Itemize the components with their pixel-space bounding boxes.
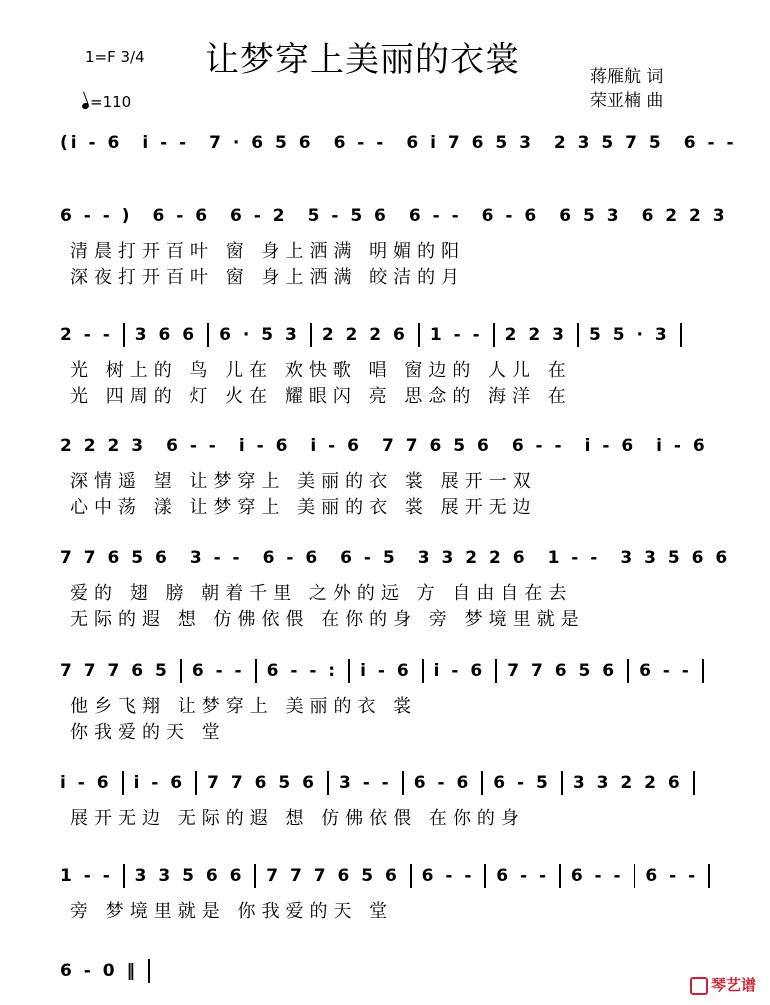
measure: i - 6	[238, 436, 291, 456]
barline	[680, 323, 682, 347]
measure: 7 7 6 5 6	[507, 661, 618, 681]
lyric-verse-2: 深夜打开百叶 窗 身上洒满 皎洁的月	[70, 267, 466, 288]
lyric-verse-2: 光 四周的 灯 火在 耀眼闪 亮 思念的 海洋 在	[70, 386, 572, 407]
measure: 3 6 6	[134, 325, 198, 345]
measure: 6 5 3	[559, 206, 622, 226]
measure: 6 · 5 3	[219, 325, 300, 345]
composer-credit: 荣亚楠 曲	[590, 91, 664, 111]
measure: 6 - -	[421, 866, 475, 886]
measure: 6 - -	[496, 866, 549, 886]
barline	[559, 864, 561, 888]
measure: 6 - 6	[262, 548, 321, 568]
site-logo	[690, 974, 756, 995]
measure: (i - 6	[60, 133, 123, 153]
barline	[577, 323, 579, 347]
measure: 6 - - :	[266, 661, 339, 681]
measure: 7 7 6 5 6	[60, 548, 170, 568]
barline	[123, 864, 125, 888]
measure: 5 - 5 6	[307, 206, 389, 226]
notation-row	[60, 863, 720, 889]
barline	[148, 959, 150, 983]
barline	[702, 659, 704, 683]
barline	[708, 864, 710, 888]
barline	[122, 771, 124, 795]
barline	[693, 771, 695, 795]
barline	[418, 323, 420, 347]
lyric-verse-2: 无际的遐 想 仿佛依偎 在你的身 旁 梦境里就是	[70, 609, 585, 630]
measure: i - 6	[310, 436, 362, 456]
barline	[484, 864, 486, 888]
notation-row	[60, 545, 731, 571]
notation-row	[60, 658, 720, 684]
lyric-verse-1: 清晨打开百叶 窗 身上洒满 明媚的阳	[70, 241, 466, 262]
measure: 5 5 · 3	[589, 325, 670, 345]
barline	[327, 771, 329, 795]
tempo-mark	[82, 93, 131, 111]
barline	[561, 771, 563, 795]
barline	[255, 659, 257, 683]
measure: i - 6	[584, 436, 637, 456]
measure: 2 2 2 3	[60, 436, 147, 456]
notation-row	[60, 130, 737, 156]
barline	[410, 864, 412, 888]
measure: i - 6	[133, 773, 186, 793]
measure: 6 - -	[570, 866, 624, 886]
notation-row	[60, 203, 728, 229]
measure: i - -	[142, 133, 190, 153]
lyric-verse-1: 他乡飞翔 让梦穿上 美丽的衣 裳	[70, 696, 418, 717]
measure: 6 - 5	[493, 773, 551, 793]
barline	[348, 659, 350, 683]
measure: 7 · 6 5 6	[209, 133, 314, 153]
measure: 3 3 5 6 6	[620, 548, 731, 568]
barline	[493, 323, 495, 347]
barline	[481, 771, 483, 795]
measure: 1 - -	[429, 325, 483, 345]
measure: i - 6	[360, 661, 412, 681]
lyric-verse-2: 心中荡 漾 让梦穿上 美丽的衣 裳 展开无边	[70, 497, 537, 518]
measure: 6 - - )	[60, 206, 133, 226]
measure: 7 7 7 6 5	[60, 661, 170, 681]
lyric-verse-1: 展开无边 无际的遐 想 仿佛依偎 在你的身	[70, 808, 525, 829]
lyric-verse-1: 深情遥 望 让梦穿上 美丽的衣 裳 展开一双	[70, 471, 537, 492]
measure: 6 - -	[683, 133, 737, 153]
lyric-verse-1: 旁 梦境里就是 你我爱的天 堂	[70, 901, 394, 922]
barline	[495, 659, 497, 683]
measure: i - 6	[433, 661, 486, 681]
song-title: 让梦穿上美丽的衣裳	[205, 40, 520, 80]
notation-row	[60, 322, 720, 348]
measure: 3 3 5 6 6	[134, 866, 245, 886]
notation-row	[60, 433, 720, 459]
measure: 7 7 6 5 6	[207, 773, 317, 793]
measure: 6 - -	[639, 661, 692, 681]
measure: 3 3 2 2 6	[572, 773, 683, 793]
measure: 6 - 2	[230, 206, 288, 226]
measure: 2 3 5 7 5	[553, 133, 664, 153]
measure: 6 - -	[408, 206, 462, 226]
barline	[402, 771, 404, 795]
measure: 6 - -	[645, 866, 699, 886]
measure: 7 7 6 5 6	[381, 436, 492, 456]
notation-row	[60, 958, 720, 984]
measure: 3 - -	[338, 773, 392, 793]
measure: 6 - 6	[413, 773, 472, 793]
measure: 3 3 2 2 6	[417, 548, 528, 568]
notation-row	[60, 770, 720, 796]
barline	[627, 659, 629, 683]
measure: 6 - 5	[340, 548, 398, 568]
measure: 6 - -	[511, 436, 565, 456]
measure: 2 - -	[60, 325, 113, 345]
measure: i - 6	[60, 773, 112, 793]
measure: 1 - -	[60, 866, 113, 886]
measure: 1 - -	[547, 548, 601, 568]
measure: 6 - 0 ‖	[60, 961, 138, 981]
barline	[634, 864, 636, 888]
barline	[207, 323, 209, 347]
measure: 2 2 3	[504, 325, 567, 345]
logo-text: 琴艺谱	[710, 976, 756, 994]
barline	[310, 323, 312, 347]
quarter-note-icon	[81, 102, 90, 110]
lyric-verse-1: 爱的 翅 膀 朝着千里 之外的远 方 自由自在去	[70, 583, 573, 604]
measure: 6 - -	[333, 133, 387, 153]
measure: 3 - -	[189, 548, 243, 568]
tempo-value: =110	[90, 93, 132, 111]
barline	[195, 771, 197, 795]
logo-icon	[690, 977, 708, 995]
barline	[254, 864, 256, 888]
barline	[180, 659, 182, 683]
lyric-verse-2: 你我爱的天 堂	[70, 722, 226, 743]
measure: 2 2 2 6	[321, 325, 408, 345]
measure: 6 2 2 3	[641, 206, 728, 226]
measure: 7 7 7 6 5 6	[266, 866, 400, 886]
barline	[422, 659, 424, 683]
measure: 6 - 6	[152, 206, 211, 226]
lyric-verse-1: 光 树上的 鸟 儿在 欢快歌 唱 窗边的 人儿 在	[70, 360, 572, 381]
lyricist-credit: 蒋雁航 词	[590, 67, 664, 87]
measure: 6 - -	[166, 436, 219, 456]
measure: 6 - 6	[481, 206, 540, 226]
measure: 6 i 7 6 5 3	[406, 133, 534, 153]
key-signature: 1=F 3/4	[85, 48, 145, 66]
barline	[123, 323, 125, 347]
measure: 6 - -	[191, 661, 245, 681]
measure: i - 6	[656, 436, 708, 456]
